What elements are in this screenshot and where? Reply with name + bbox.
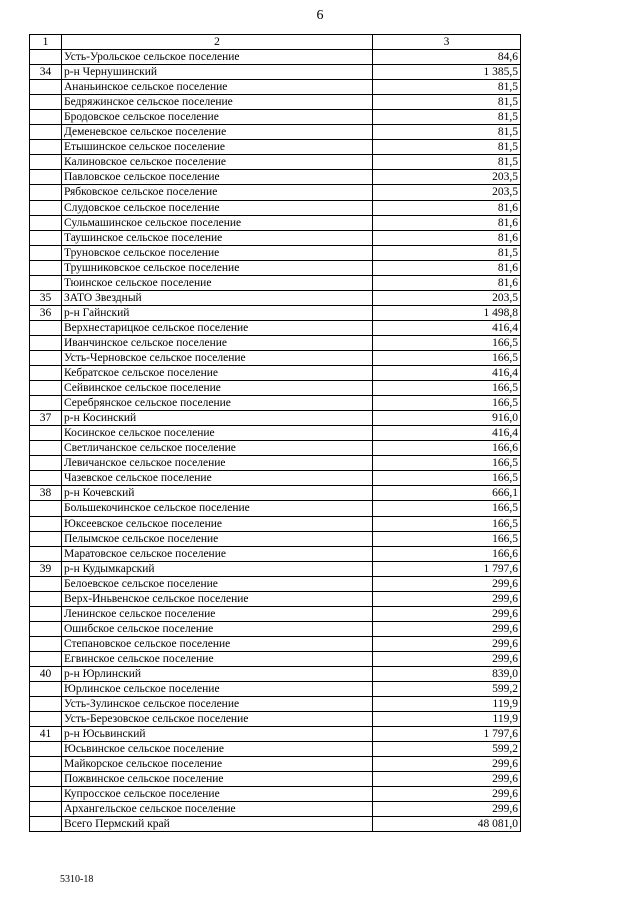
row-name-cell: Калиновское сельское поселение [62,155,373,170]
row-name-cell: Усть-Березовское сельское поселение [62,712,373,727]
row-value-cell: 666,1 [373,486,521,501]
row-value-cell: 1 797,6 [373,727,521,742]
table-row [30,817,521,832]
row-number-cell [30,200,62,215]
row-value-cell: 299,6 [373,576,521,591]
row-name-cell: р-н Чернушинский [62,65,373,80]
table-row [30,305,521,320]
row-value-cell: 839,0 [373,666,521,681]
row-value-cell: 166,5 [373,471,521,486]
table-row [30,516,521,531]
row-name-cell: Ленинское сельское поселение [62,606,373,621]
row-number-cell [30,350,62,365]
row-value-cell: 1 385,5 [373,65,521,80]
page-number: 6 [316,8,324,23]
row-value-cell: 119,9 [373,712,521,727]
table-row [30,200,521,215]
row-name-cell: Всего Пермский край [62,817,373,832]
row-number-cell [30,757,62,772]
row-name-cell: Серебрянское сельское поселение [62,396,373,411]
row-value-cell: 81,5 [373,95,521,110]
row-name-cell: Архангельское сельское поселение [62,802,373,817]
table-row [30,501,521,516]
row-value-cell: 81,5 [373,245,521,260]
row-number-cell [30,80,62,95]
document-code: 5310-18 [60,874,94,885]
row-value-cell: 203,5 [373,185,521,200]
table-row [30,350,521,365]
row-value-cell: 299,6 [373,636,521,651]
row-number-cell [30,576,62,591]
row-name-cell: Юсьвинское сельское поселение [62,742,373,757]
table-row [30,65,521,80]
row-value-cell: 166,5 [373,456,521,471]
row-value-cell: 166,5 [373,335,521,350]
row-name-cell: Майкорское сельское поселение [62,757,373,772]
table-row [30,260,521,275]
row-name-cell: Сейвинское сельское поселение [62,381,373,396]
row-value-cell: 203,5 [373,290,521,305]
row-number-cell [30,155,62,170]
row-value-cell: 166,5 [373,381,521,396]
row-name-cell: Тюинское сельское поселение [62,275,373,290]
table-row [30,486,521,501]
row-name-cell: Иванчинское сельское поселение [62,335,373,350]
row-name-cell: Рябковское сельское поселение [62,185,373,200]
table-row [30,697,521,712]
row-number-cell [30,682,62,697]
row-number-cell: 35 [30,290,62,305]
table-row [30,606,521,621]
table-row [30,666,521,681]
row-number-cell [30,441,62,456]
row-name-cell: р-н Кудымкарский [62,561,373,576]
table-row [30,290,521,305]
row-number-cell: 40 [30,666,62,681]
row-value-cell: 81,5 [373,110,521,125]
table-row [30,80,521,95]
row-name-cell: Бедряжинское сельское поселение [62,95,373,110]
row-name-cell: Усть-Зулинское сельское поселение [62,697,373,712]
row-number-cell: 36 [30,305,62,320]
row-number-cell [30,621,62,636]
row-name-cell: Деменевское сельское поселение [62,125,373,140]
table-row [30,712,521,727]
row-name-cell: р-н Кочевский [62,486,373,501]
row-value-cell: 81,5 [373,140,521,155]
row-number-cell [30,546,62,561]
table-row [30,757,521,772]
row-name-cell: р-н Гайнский [62,305,373,320]
row-name-cell: Белоевское сельское поселение [62,576,373,591]
row-name-cell: Трушниковское сельское поселение [62,260,373,275]
row-name-cell: ЗАТО Звездный [62,290,373,305]
row-value-cell: 166,6 [373,441,521,456]
row-number-cell [30,110,62,125]
row-value-cell: 81,5 [373,155,521,170]
row-value-cell: 81,5 [373,125,521,140]
row-number-cell [30,787,62,802]
row-value-cell: 416,4 [373,426,521,441]
table-row [30,215,521,230]
table-row [30,366,521,381]
row-number-cell [30,230,62,245]
row-name-cell: Слудовское сельское поселение [62,200,373,215]
row-name-cell: Купросское сельское поселение [62,787,373,802]
row-name-cell: Бродовское сельское поселение [62,110,373,125]
row-number-cell [30,185,62,200]
table-row [30,155,521,170]
table-row [30,576,521,591]
table-row [30,636,521,651]
table-row [30,50,521,65]
table-row [30,125,521,140]
row-number-cell [30,636,62,651]
allocation-table [29,34,521,832]
row-number-cell [30,426,62,441]
table-row [30,230,521,245]
row-number-cell [30,125,62,140]
table-header-row [30,35,521,50]
row-name-cell: Юксеевское сельское поселение [62,516,373,531]
row-number-cell [30,95,62,110]
row-value-cell: 81,5 [373,80,521,95]
row-value-cell: 81,6 [373,200,521,215]
row-value-cell: 299,6 [373,591,521,606]
row-name-cell: Ананьинское сельское поселение [62,80,373,95]
row-number-cell [30,742,62,757]
row-value-cell: 299,6 [373,606,521,621]
row-value-cell: 166,6 [373,546,521,561]
table-row [30,426,521,441]
table-body [30,35,521,832]
row-name-cell: Таушинское сельское поселение [62,230,373,245]
row-value-cell: 916,0 [373,411,521,426]
row-name-cell: Труновское сельское поселение [62,245,373,260]
row-value-cell: 599,2 [373,682,521,697]
row-name-cell: Чазевское сельское поселение [62,471,373,486]
row-value-cell: 166,5 [373,531,521,546]
row-number-cell [30,471,62,486]
row-value-cell: 84,6 [373,50,521,65]
table-row [30,621,521,636]
row-value-cell: 203,5 [373,170,521,185]
row-number-cell [30,320,62,335]
table-row [30,787,521,802]
row-number-cell [30,531,62,546]
row-value-cell: 299,6 [373,651,521,666]
row-number-cell [30,591,62,606]
table-row [30,170,521,185]
row-number-cell [30,50,62,65]
table-row [30,742,521,757]
table-row [30,381,521,396]
row-number-cell [30,501,62,516]
row-value-cell: 81,6 [373,215,521,230]
row-number-cell [30,275,62,290]
table-row [30,651,521,666]
table-row [30,772,521,787]
row-value-cell: 299,6 [373,621,521,636]
row-number-cell [30,396,62,411]
row-name-cell: Пожвинское сельское поселение [62,772,373,787]
row-number-cell: 39 [30,561,62,576]
row-number-cell [30,170,62,185]
table-row [30,561,521,576]
row-name-cell: Етышинское сельское поселение [62,140,373,155]
row-name-cell: Верх-Иньвенское сельское поселение [62,591,373,606]
table-row [30,110,521,125]
table-row [30,335,521,350]
row-number-cell [30,245,62,260]
row-number-cell [30,381,62,396]
table-row [30,546,521,561]
row-number-cell [30,260,62,275]
row-number-cell [30,140,62,155]
row-number-cell [30,215,62,230]
row-number-cell [30,335,62,350]
row-value-cell: 299,6 [373,802,521,817]
row-value-cell: 166,5 [373,501,521,516]
row-name-cell: Усть-Черновское сельское поселение [62,350,373,365]
table-row [30,320,521,335]
row-value-cell: 299,6 [373,772,521,787]
column-header-1: 1 [30,35,62,50]
row-name-cell: Косинское сельское поселение [62,426,373,441]
row-value-cell: 1 498,8 [373,305,521,320]
column-header-2: 2 [62,35,373,50]
row-number-cell [30,712,62,727]
row-value-cell: 81,6 [373,275,521,290]
row-value-cell: 299,6 [373,787,521,802]
row-value-cell: 416,4 [373,320,521,335]
row-value-cell: 599,2 [373,742,521,757]
row-name-cell: Маратовское сельское поселение [62,546,373,561]
row-name-cell: р-н Юсьвинский [62,727,373,742]
row-name-cell: Светличанское сельское поселение [62,441,373,456]
table-row [30,396,521,411]
row-number-cell: 37 [30,411,62,426]
table-row [30,411,521,426]
table-row [30,591,521,606]
table-row [30,682,521,697]
row-name-cell: Степановское сельское поселение [62,636,373,651]
table-row [30,245,521,260]
row-name-cell: Большекочинское сельское поселение [62,501,373,516]
row-value-cell: 166,5 [373,350,521,365]
table-row [30,802,521,817]
row-name-cell: Павловское сельское поселение [62,170,373,185]
row-number-cell [30,802,62,817]
table-row [30,185,521,200]
table-row [30,727,521,742]
row-name-cell: Ошибское сельское поселение [62,621,373,636]
table-row [30,441,521,456]
row-number-cell: 38 [30,486,62,501]
row-value-cell: 81,6 [373,230,521,245]
row-name-cell: Верхнестарицкое сельское поселение [62,320,373,335]
row-value-cell: 166,5 [373,516,521,531]
row-name-cell: р-н Юрлинский [62,666,373,681]
row-number-cell [30,697,62,712]
row-name-cell: Сульмашинское сельское поселение [62,215,373,230]
row-name-cell: Левичанское сельское поселение [62,456,373,471]
row-number-cell [30,817,62,832]
row-name-cell: Усть-Урольское сельское поселение [62,50,373,65]
row-number-cell [30,651,62,666]
row-value-cell: 48 081,0 [373,817,521,832]
row-number-cell [30,366,62,381]
row-value-cell: 166,5 [373,396,521,411]
row-name-cell: Егвинское сельское поселение [62,651,373,666]
row-name-cell: р-н Косинский [62,411,373,426]
row-number-cell [30,606,62,621]
table-row [30,456,521,471]
row-name-cell: Пелымское сельское поселение [62,531,373,546]
row-value-cell: 1 797,6 [373,561,521,576]
row-name-cell: Кебратское сельское поселение [62,366,373,381]
row-number-cell: 34 [30,65,62,80]
row-value-cell: 299,6 [373,757,521,772]
table-row [30,95,521,110]
row-value-cell: 416,4 [373,366,521,381]
row-name-cell: Юрлинское сельское поселение [62,682,373,697]
table-row [30,531,521,546]
row-number-cell [30,772,62,787]
row-number-cell: 41 [30,727,62,742]
table-row [30,140,521,155]
row-value-cell: 119,9 [373,697,521,712]
table-row [30,471,521,486]
row-number-cell [30,456,62,471]
table-row [30,275,521,290]
row-value-cell: 81,6 [373,260,521,275]
column-header-3: 3 [373,35,521,50]
row-number-cell [30,516,62,531]
